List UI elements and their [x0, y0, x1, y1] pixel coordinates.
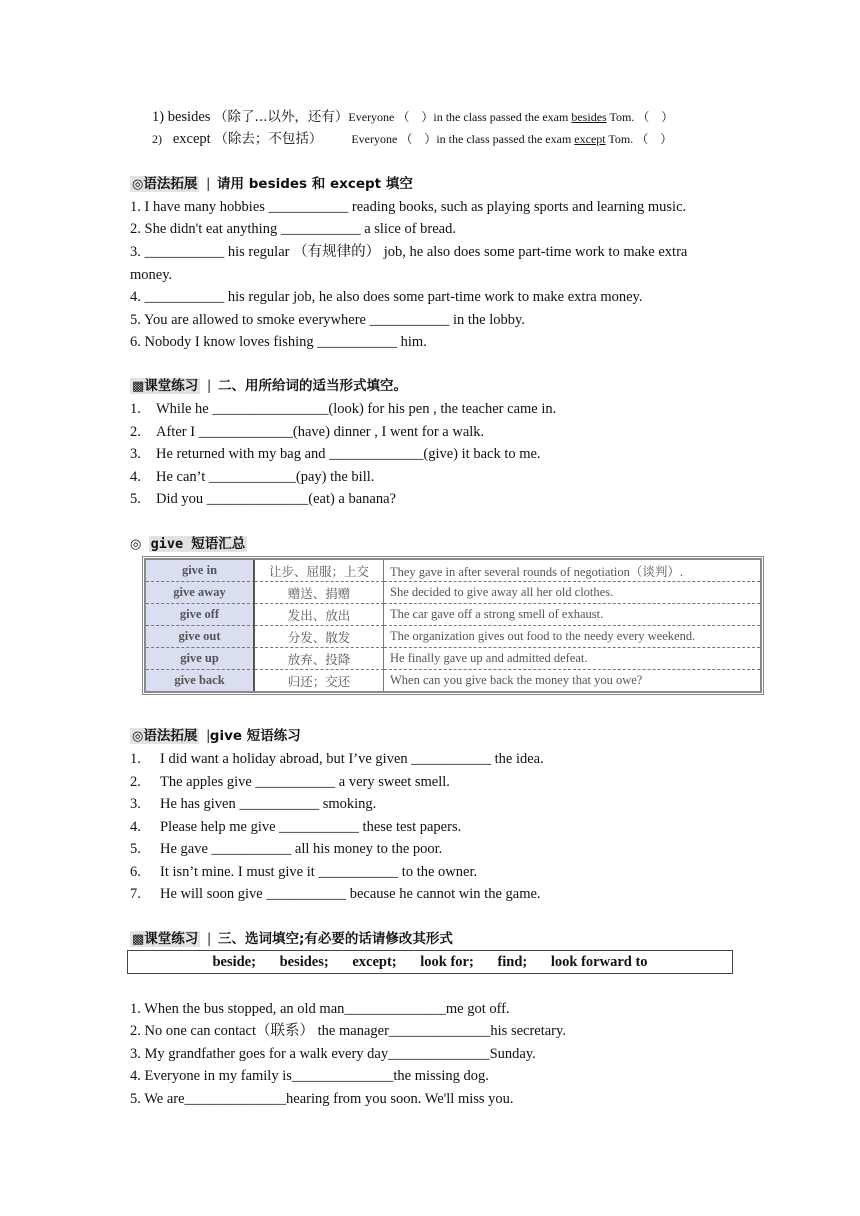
intro-number: 1): [152, 109, 165, 125]
example-cell: The organization gives out food to the needy every weekend.: [384, 626, 760, 648]
section2-item: 2. After I _____________(have) dinner , I went for a walk.: [130, 424, 485, 440]
circle-mark-icon: ◎: [132, 729, 144, 744]
example-cell: He finally gave up and admitted defeat.: [384, 648, 760, 670]
intro-sentence: Everyone （ ）in the class passed the exam: [348, 110, 572, 124]
circle-mark-icon: ◎: [132, 177, 144, 192]
section1-item: money.: [130, 267, 173, 283]
intro-word: except: [172, 131, 211, 147]
section4-heading: ◎语法拓展 |give 短语练习: [132, 728, 301, 744]
word-bank-item: look forward to: [550, 954, 648, 970]
table-row: [146, 582, 760, 604]
example-cell: When can you give back the money that you owe?: [390, 673, 643, 687]
word-bank-item: except;: [352, 954, 397, 970]
example-cell: The car gave off a strong smell of exhaust.: [384, 604, 760, 626]
phrase-cell: give away: [146, 582, 255, 604]
section2-title: 课堂练习: [144, 378, 199, 394]
phrase-cell: give off: [146, 604, 255, 626]
example-cell: She decided to give away all her old clothes.: [384, 582, 760, 604]
intro-number: 2): [152, 132, 162, 146]
section2-instruction: 二、用所给词的适当形式填空。: [218, 378, 407, 394]
section1-item: 6. Nobody I know loves fishing ___________ him.: [130, 334, 427, 350]
section2-item: 3. He returned with my bag and _____________(give) it back to me.: [130, 446, 541, 462]
phrase-cell: give out: [146, 626, 255, 648]
square-mark-icon: ▩: [132, 379, 145, 394]
phrase-cell: give in: [146, 560, 255, 582]
phrase-cell: give back: [146, 670, 255, 691]
word-bank-item: look for;: [420, 954, 474, 970]
section1-item: 5. You are allowed to smoke everywhere ___________ in the lobby.: [130, 312, 525, 328]
section4-item: 3. He has given ___________ smoking.: [130, 796, 377, 812]
section5-heading: ▩课堂练习 | 三、选词填空;有必要的话请修改其形式: [132, 931, 453, 947]
intro-line-1: [152, 108, 673, 126]
table-row: [146, 604, 760, 626]
section4-item: 1. I did want a holiday abroad, but I’ve given ___________ the idea.: [130, 751, 544, 767]
meaning-cell: 归还；交还: [255, 670, 384, 691]
section5-item: 5. We are______________hearing from you soon. We'll miss you.: [130, 1091, 514, 1107]
table-row: [146, 626, 760, 648]
square-mark-icon: ▩: [132, 932, 145, 947]
section1-item: 1. I have many hobbies ___________ reading books, such as playing sports and learning music.: [130, 199, 687, 215]
intro-keyword: except: [574, 132, 606, 146]
section1-instruction: 请用 besides 和 except 填空: [217, 176, 413, 192]
section5-item: 1. When the bus stopped, an old man______________me got off.: [130, 1001, 510, 1017]
intro-word: besides: [167, 109, 211, 125]
section5-item: 2. No one can contact（联系） the manager______________his secretary.: [130, 1023, 566, 1039]
section5-item: 3. My grandfather goes for a walk every day______________Sunday.: [130, 1046, 536, 1062]
section1-heading: ◎语法拓展 | 请用 besides 和 except 填空: [132, 176, 413, 192]
section4-item: 4. Please help me give ___________ these test papers.: [130, 819, 462, 835]
intro-sentence-end: Tom. （ ）: [605, 132, 673, 146]
word-bank-item: besides;: [279, 954, 329, 970]
section2-heading: ▩课堂练习 | 二、用所给词的适当形式填空。: [132, 378, 407, 394]
table-row: [146, 560, 760, 582]
section5-item: 4. Everyone in my family is______________the missing dog.: [130, 1068, 489, 1084]
section4-label: [130, 728, 199, 744]
section4-title: 语法拓展: [143, 728, 198, 744]
section4-item: 5. He gave ___________ all his money to the poor.: [130, 841, 443, 857]
meaning-cell: 让步、屈服；上交: [255, 560, 384, 582]
section2-item: 4. He can’t ____________(pay) the bill.: [130, 469, 375, 485]
intro-meaning: （除去；不包括）: [214, 131, 323, 147]
section2-item: 5. Did you ______________(eat) a banana?: [130, 491, 396, 507]
section1-title: 语法拓展: [143, 176, 198, 192]
table-row: [146, 670, 760, 691]
meaning-cell: 赠送、捐赠: [255, 582, 384, 604]
section3-title: give 短语汇总: [150, 536, 246, 552]
meaning-cell: 发出、放出: [255, 604, 384, 626]
intro-meaning: （除了...以外，还有）: [214, 109, 349, 125]
intro-sentence-end: Tom. （ ）: [606, 110, 674, 124]
word-bank-item: find;: [497, 954, 528, 970]
intro-sentence: Everyone （ ）in the class passed the exam: [351, 132, 575, 146]
example-cell: They gave in after several rounds of negotiation（谈判）.: [384, 560, 760, 582]
section2-item: 1. While he ________________(look) for his pen , the teacher came in.: [130, 401, 557, 417]
section1-label: [130, 176, 199, 192]
section5-instruction: 三、选词填空;有必要的话请修改其形式: [218, 931, 453, 947]
section3-heading: [130, 535, 247, 554]
word-bank-item: beside;: [212, 954, 256, 970]
word-bank-box: [127, 950, 733, 974]
section2-label: [130, 378, 200, 394]
section1-item: 3. ___________ his regular （有规律的） job, he also does some part-time work to make extra: [130, 244, 688, 260]
give-phrases-table: [144, 558, 762, 693]
section4-item: 7. He will soon give ___________ because he cannot win the game.: [130, 886, 541, 902]
section1-item: 4. ___________ his regular job, he also does some part-time work to make extra money.: [130, 289, 643, 305]
phrase-cell: give up: [146, 648, 255, 670]
meaning-cell: 放弃、投降: [255, 648, 384, 670]
meaning-cell: 分发、散发: [255, 626, 384, 648]
section5-label: [130, 931, 200, 947]
intro-line-2: [152, 130, 672, 148]
section1-item: 2. She didn't eat anything ___________ a slice of bread.: [130, 221, 456, 237]
circle-mark-icon: ◎: [130, 537, 142, 552]
section4-instruction: give 短语练习: [209, 728, 301, 744]
table-row: [146, 648, 760, 670]
intro-keyword: besides: [571, 110, 607, 124]
section4-item: 2. The apples give ___________ a very sweet smell.: [130, 774, 450, 790]
section4-item: 6. It isn’t mine. I must give it ___________ to the owner.: [130, 864, 478, 880]
section5-title: 课堂练习: [144, 931, 199, 947]
